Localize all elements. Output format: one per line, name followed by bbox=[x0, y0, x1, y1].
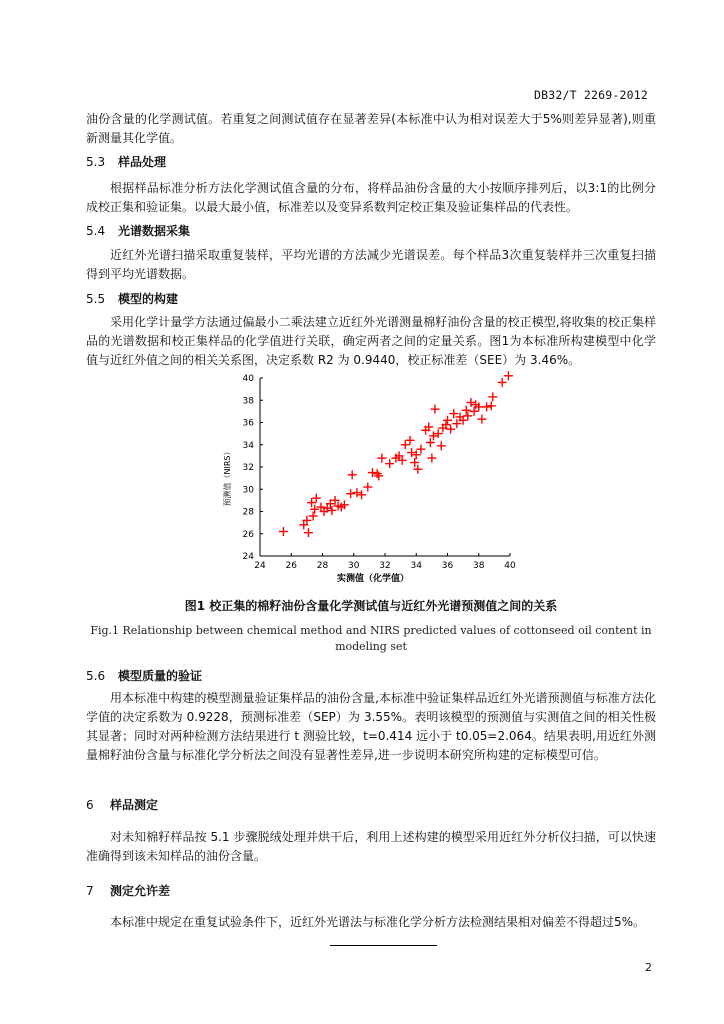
data-point bbox=[488, 392, 497, 401]
heading-5-5 bbox=[86, 290, 178, 307]
heading-number: 6 bbox=[86, 798, 94, 812]
heading-number: 7 bbox=[86, 884, 94, 898]
heading-number: 5.3 bbox=[86, 155, 106, 169]
data-point bbox=[504, 371, 513, 380]
x-tick-label: 30 bbox=[348, 561, 360, 571]
chart-points bbox=[279, 371, 513, 537]
data-point bbox=[470, 407, 479, 416]
figure-caption-cn: 图1 校正集的棉籽油份含量化学测试值与近红外光谱预测值之间的关系 bbox=[184, 599, 558, 613]
data-point bbox=[416, 445, 425, 454]
paragraph-6: 对未知棉籽样品按 5.1 步骤脱绒处理并烘干后，利用上述构建的模型采用近红外分析仪扫描，可以快速准确得到该未知样品的油份含量。 bbox=[86, 830, 656, 863]
heading-text: 模型的构建 bbox=[118, 292, 179, 306]
x-tick-label: 38 bbox=[473, 561, 485, 571]
data-point bbox=[401, 440, 410, 449]
data-point bbox=[279, 527, 288, 536]
y-tick-label: 34 bbox=[242, 440, 254, 451]
data-point bbox=[462, 406, 471, 415]
data-point bbox=[427, 454, 436, 463]
paragraph-7: 本标准中规定在重复试验条件下，近红外光谱法与标准化学分析方法检测结果相对偏差不得超过5%。 bbox=[110, 915, 646, 929]
data-point bbox=[463, 411, 472, 420]
scatter-chart bbox=[216, 368, 526, 590]
data-point bbox=[406, 436, 415, 445]
chart-axes bbox=[222, 374, 516, 584]
data-point bbox=[477, 415, 486, 424]
x-tick-label: 32 bbox=[379, 561, 391, 571]
data-point bbox=[498, 378, 507, 387]
paragraph-intro: 油份含量的化学测试值。若重复之间测试值存在显著差异(本标准中认为相对误差大于5%则差异显著),则重新测量其化学值。 bbox=[86, 112, 656, 145]
heading-6 bbox=[86, 796, 158, 813]
data-point bbox=[327, 506, 336, 515]
x-tick-label: 36 bbox=[441, 561, 454, 571]
y-tick-label: 26 bbox=[242, 529, 254, 540]
heading-5-3 bbox=[86, 153, 166, 170]
data-point bbox=[431, 405, 440, 414]
y-tick-label: 38 bbox=[242, 396, 254, 407]
data-point bbox=[385, 459, 394, 468]
figure-caption-en: Fig.1 Relationship between chemical method and NIRS predicted values of cottonseed oil content in modeling set bbox=[90, 624, 652, 653]
y-tick-label: 40 bbox=[242, 374, 254, 384]
data-point bbox=[487, 401, 496, 410]
data-point bbox=[304, 528, 313, 537]
y-tick-label: 32 bbox=[242, 463, 254, 473]
data-point bbox=[434, 429, 443, 438]
data-point bbox=[346, 489, 355, 498]
data-point bbox=[482, 402, 491, 411]
data-point bbox=[309, 511, 318, 520]
y-axis-label: 预测值（NIRS） bbox=[223, 447, 232, 507]
data-point bbox=[348, 470, 357, 479]
paragraph-5-3: 根据样品标准分析方法化学测试值含量的分布，将样品油份含量的大小按顺序排列后，以3:1的比例分成校正集和验证集。以最大最小值，标准差以及变异系数判定校正集及验证集样品的代表性。 bbox=[86, 181, 656, 214]
heading-5-4 bbox=[86, 222, 190, 239]
x-tick-label: 40 bbox=[504, 561, 516, 571]
data-point bbox=[352, 488, 361, 497]
data-point bbox=[437, 441, 446, 450]
y-tick-label: 36 bbox=[242, 418, 254, 429]
y-tick-label: 30 bbox=[242, 485, 254, 496]
y-tick-label: 24 bbox=[242, 552, 254, 562]
data-point bbox=[446, 425, 455, 434]
data-point bbox=[412, 450, 421, 459]
paragraph-5-4: 近红外光谱扫描采取重复装样，平均光谱的方法减少光谱误差。每个样品3次重复装样并三次重复扫描得到平均光谱数据。 bbox=[86, 248, 656, 281]
heading-5-6 bbox=[86, 667, 202, 684]
page-number: 2 bbox=[645, 961, 652, 974]
heading-number: 5.4 bbox=[86, 224, 106, 238]
heading-text: 样品处理 bbox=[118, 155, 167, 169]
heading-text: 光谱数据采集 bbox=[118, 224, 191, 238]
data-point bbox=[312, 494, 321, 503]
heading-number: 5.6 bbox=[86, 669, 106, 683]
heading-text: 模型质量的验证 bbox=[118, 669, 203, 683]
x-tick-label: 28 bbox=[316, 561, 329, 571]
y-tick-label: 28 bbox=[242, 507, 254, 518]
data-point bbox=[363, 483, 372, 492]
heading-7 bbox=[86, 882, 170, 899]
x-axis-label: 实测值（化学值） bbox=[336, 574, 410, 584]
data-point bbox=[466, 398, 475, 407]
data-point bbox=[443, 416, 452, 425]
heading-number: 5.5 bbox=[86, 292, 106, 306]
data-point bbox=[377, 454, 386, 463]
data-point bbox=[373, 469, 382, 478]
standard-code: DB32/T 2269-2012 bbox=[534, 88, 648, 102]
x-tick-label: 34 bbox=[410, 561, 422, 571]
end-rule bbox=[330, 945, 437, 946]
data-point bbox=[407, 448, 416, 457]
heading-text: 样品测定 bbox=[110, 798, 159, 812]
x-tick-label: 24 bbox=[254, 561, 266, 571]
paragraph-5-5: 采用化学计量学方法通过偏最小二乘法建立近红外光谱测量棉籽油份含量的校正模型,将收集的校正集样品的光谱数据和校正集样品的化学值进行关联，确定两者之间的定量关系。图1为本标准所构建模型中化学值与近红外值之间的相关关系图，决定系数 R2 为 0.9440，校正标准差（SEE）为 3.46%。 bbox=[86, 315, 656, 367]
heading-text: 测定允许差 bbox=[110, 884, 171, 898]
paragraph-5-6: 用本标准中构建的模型测量验证集样品的油份含量,本标准中验证集样品近红外光谱预测值与标准方法化学值的决定系数为 0.9228，预测标准差（SEP）为 3.55%。表明该模型的预测值与实测值之间的相关性极其显著；同时对两种检测方法结果进行 t 测验比较，t=0.414 远小于 t0.05=2.064。结果表明,用近红外测量棉籽油份含量与标准化学分析法之间没有显著性差异,进一步说明本研究所构建的定标模型可信。 bbox=[86, 691, 656, 762]
data-point bbox=[357, 490, 366, 499]
x-tick-label: 26 bbox=[285, 561, 297, 571]
